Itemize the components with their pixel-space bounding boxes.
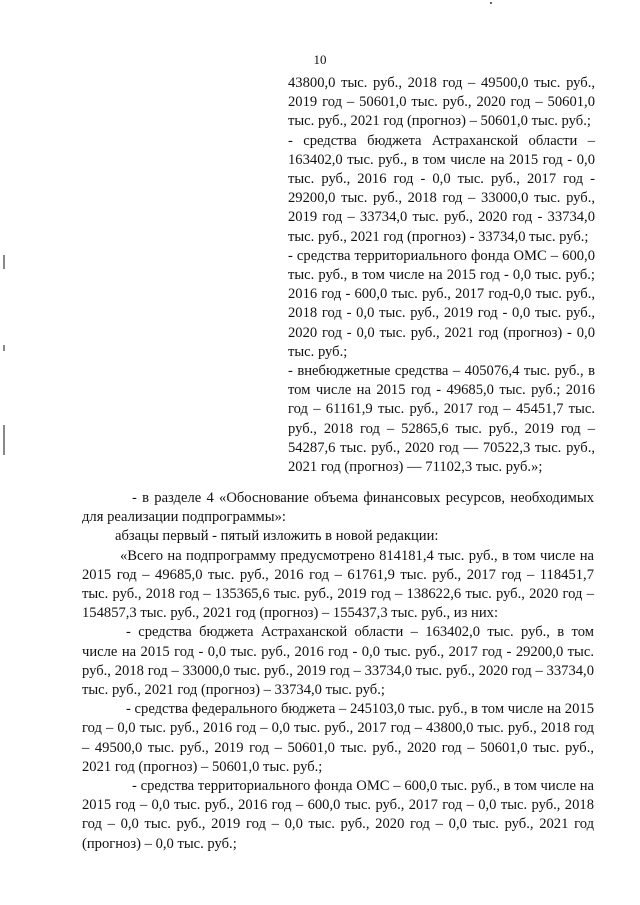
scan-margin-marks bbox=[3, 255, 5, 465]
regional-budget-paragraph: - средства бюджета Астраханской области – 163402,0 тыс. руб., в том числе на 2015 год - 0,0 тыс. руб., 2016 год - 0,0 тыс. руб., 2017 год - 29200,0 тыс. руб., 2018 год – 33000,0 тыс. руб., 2019 год – 33734,0 тыс. руб., 2020 год – 33734,0 тыс. руб., 2021 год (прогноз) – 33734,0 тыс. руб.; bbox=[82, 624, 594, 699]
oms-fund-item: - средства территориального фонда ОМС – 600,0 тыс. руб., в том числе на 2015 год - 0,0 тыс. руб.; 2016 год - 600,0 тыс. руб., 2017 год-0,0 тыс. руб., 2018 год - 0,0 тыс. руб., 2019 год - 0,0 тыс. руб., 2020 год - 0,0 тыс. руб., 2021 год (прогноз) - 0,0 тыс. руб.; bbox=[288, 247, 595, 360]
main-text-body bbox=[82, 489, 594, 854]
regional-budget-item: - средства бюджета Астраханской области – 163402,0 тыс. руб., в том числе на 2015 год - 0,0 тыс. руб., 2016 год - 0,0 тыс. руб., 2017 год - 29200,0 тыс. руб., 2018 год – 33000,0 тыс. руб., 2019 год – 33734,0 тыс. руб., 2020 год - 33734,0 тыс. руб., 2021 год (прогноз) - 33734,0 тыс. руб.; bbox=[288, 132, 595, 245]
paragraphs-note: абзацы первый - пятый изложить в новой редакции: bbox=[115, 528, 439, 545]
extrabudgetary-item: - внебюджетные средства – 405076,4 тыс. руб., в том числе на 2015 год - 49685,0 тыс. руб.; 2016 год – 61161,9 тыс. руб., 2017 год – 45451,7 тыс. руб., 2018 год – 52865,6 тыс. руб., 2019 год – 54287,6 тыс. руб., 2020 год — 70522,3 тыс. руб., 2021 год (прогноз) — 71102,3 тыс. руб.»; bbox=[288, 363, 595, 476]
total-funding-paragraph: «Всего на подпрограмму предусмотрено 814181,4 тыс. руб., в том числе на 2015 год – 49685,0 тыс. руб., 2016 год – 61761,9 тыс. руб., 2017 год – 118451,7 тыс. руб., 2018 год – 135365,6 тыс. руб., 2019 год – 138622,6 тыс. руб., 2020 год – 154857,3 тыс. руб., 2021 год (прогноз) – 155437,3 тыс. руб., из них: bbox=[82, 547, 594, 622]
right-column-funding-list bbox=[288, 74, 595, 477]
page-number: 10 bbox=[313, 52, 327, 67]
federal-budget-paragraph: - средства федерального бюджета – 245103,0 тыс. руб., в том числе на 2015 год – 0,0 тыс. руб., 2016 год – 0,0 тыс. руб., 2017 год – 43800,0 тыс. руб., 2018 год – 49500,0 тыс. руб., 2019 год – 50601,0 тыс. руб., 2020 год – 50601,0 тыс. руб., 2021 год (прогноз) – 50601,0 тыс. руб.; bbox=[82, 701, 594, 775]
section4-paragraph: - в разделе 4 «Обоснование объема финансовых ресурсов, необходимых для реализации подпрограммы»: bbox=[82, 490, 594, 526]
federal-budget-continuation: 43800,0 тыс. руб., 2018 год – 49500,0 тыс. руб., 2019 год – 50601,0 тыс. руб., 2020 год – 50601,0 тыс. руб., 2021 год (прогноз) – 50601,0 тыс. руб.; bbox=[288, 75, 595, 130]
oms-fund-paragraph: - средства территориального фонда ОМС – 600,0 тыс. руб., в том числе на 2015 год – 0,0 тыс. руб., 2016 год – 600,0 тыс. руб., 2017 год – 0,0 тыс. руб., 2018 год – 0,0 тыс. руб., 2019 год – 0,0 тыс. руб., 2020 год – 0,0 тыс. руб., 2021 год (прогноз) – 0,0 тыс. руб.; bbox=[82, 778, 594, 852]
scan-speck bbox=[490, 2, 492, 4]
